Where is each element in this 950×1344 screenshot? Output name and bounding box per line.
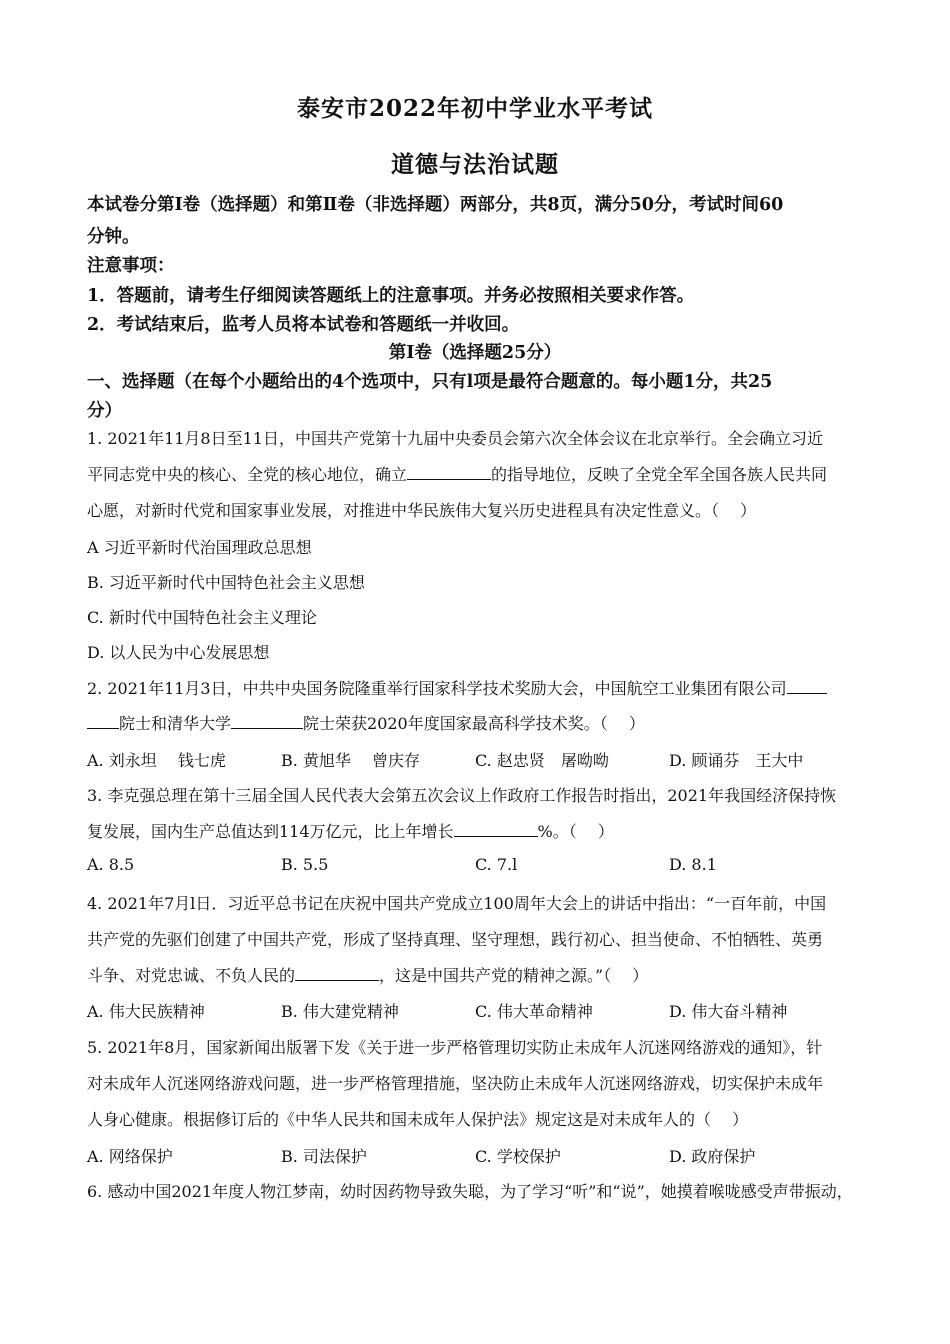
section-instruction-1: 一、选择题（在每个小题给出的4个选项中，只有l项是最符合题意的。每小题1分，共25 xyxy=(87,372,773,392)
intro-line-2: 分钟。 xyxy=(87,227,140,247)
exam-title: 泰安市2022年初中学业水平考试 xyxy=(296,95,653,122)
q3-option-c: C. 7.l xyxy=(475,855,518,874)
q4-stem-line-2: 共产党的先驱们创建了中国共产党，形成了坚持真理、坚守理想，践行初心、担当使命、不怕牺牲、英勇 xyxy=(87,930,824,949)
q2-option-c: C. 赵忠贤 屠呦呦 xyxy=(475,751,609,770)
q6-stem-line-1: 6. 感动中国2021年度人物江梦南，幼时因药物导致失聪，为了学习“听”和“说”，她摸着喉咙感受声带振动， xyxy=(87,1182,853,1201)
q4-text-b: ，这是中国共产党的精神之源。”（ ） xyxy=(379,966,649,985)
q4-stem-line-3 xyxy=(87,963,877,986)
q5-option-a: A. 网络保护 xyxy=(87,1147,173,1166)
q2-text-c: 院士荣获2020年度国家最高科学技术奖。（ ） xyxy=(303,714,645,733)
q5-stem-line-3: 人身心健康。根据修订后的《中华人民共和国未成年人保护法》规定这是对未成年人的（ ） xyxy=(87,1110,749,1129)
notice-item-1: 1．答题前，请考生仔细阅读答题纸上的注意事项。并务必按照相关要求作答。 xyxy=(87,286,695,306)
section-title: 第Ⅰ卷（选择题25分） xyxy=(388,343,562,363)
q1-option-a: A 习近平新时代治国理政总思想 xyxy=(87,538,312,557)
answer-blank xyxy=(787,679,827,694)
q3-stem-line-1: 3. 李克强总理在第十三届全国人民代表大会第五次会议上作政府工作报告时指出，2021年我国经济保持恢 xyxy=(87,786,837,805)
q1-option-d: D. 以人民为中心发展思想 xyxy=(87,643,270,662)
exam-subtitle: 道德与法治试题 xyxy=(391,151,559,178)
q1-option-b: B. 习近平新时代中国特色社会主义思想 xyxy=(87,573,365,592)
q4-option-c: C. 伟大革命精神 xyxy=(475,1002,593,1021)
q4-stem-line-1: 4. 2021年7月l日．习近平总书记在庆祝中国共产党成立100周年大会上的讲话中指出：“一百年前，中国 xyxy=(87,894,827,913)
q2-text-a: 2. 2021年11月3日，中共中央国务院隆重举行国家科学技术奖励大会，中国航空工业集团有限公司 xyxy=(87,679,787,698)
q5-option-b: B. 司法保护 xyxy=(281,1147,367,1166)
q1-text-a: 平同志党中央的核心、全党的核心地位，确立 xyxy=(87,465,408,484)
q1-stem-line-3: 心愿，对新时代党和国家事业发展，对推进中华民族伟大复兴历史进程具有决定性意义。（ ） xyxy=(87,501,757,520)
answer-blank xyxy=(454,822,538,837)
q4-option-a: A. 伟大民族精神 xyxy=(87,1002,205,1021)
q2-option-a: A. 刘永坦 钱七虎 xyxy=(87,751,226,770)
answer-blank xyxy=(231,714,303,729)
q5-option-c: C. 学校保护 xyxy=(475,1147,561,1166)
section-instruction-2: 分） xyxy=(87,401,122,421)
q1-text-b: 的指导地位，反映了全党全军全国各族人民共同 xyxy=(491,465,828,484)
answer-blank xyxy=(407,465,491,480)
q2-stem-line-2 xyxy=(87,711,877,734)
answer-blank xyxy=(87,714,119,729)
q3-text-b: %。（ ） xyxy=(537,822,614,841)
q2-text-b: 院士和清华大学 xyxy=(119,714,232,733)
q3-stem-line-2 xyxy=(87,819,877,842)
q1-stem-line-1: 1. 2021年11月8日至11日，中国共产党第十九届中央委员会第六次全体会议在北京举行。全会确立习近 xyxy=(87,429,823,448)
notice-item-2: 2．考试结束后，监考人员将本试卷和答题纸一并收回。 xyxy=(87,315,520,335)
q3-text-a: 复发展，国内生产总值达到114万亿元，比上年增长 xyxy=(87,822,454,841)
answer-blank xyxy=(295,966,379,981)
notice-title: 注意事项： xyxy=(87,256,175,276)
q5-stem-line-1: 5. 2021年8月，国家新闻出版署下发《关于进一步严格管理切实防止未成年人沉迷网络游戏的通知》，针 xyxy=(87,1038,823,1057)
q4-option-b: B. 伟大建党精神 xyxy=(281,1002,399,1021)
q5-option-d: D. 政府保护 xyxy=(669,1147,756,1166)
q3-option-b: B. 5.5 xyxy=(281,855,329,874)
q1-option-c: C. 新时代中国特色社会主义理论 xyxy=(87,608,317,627)
q2-option-d: D. 顾诵芬 王大中 xyxy=(669,751,804,770)
q4-option-d: D. 伟大奋斗精神 xyxy=(669,1002,788,1021)
q3-option-a: A. 8.5 xyxy=(87,855,135,874)
q4-text-a: 斗争、对党忠诚、不负人民的 xyxy=(87,966,296,985)
q3-option-d: D. 8.1 xyxy=(669,855,717,874)
q1-stem-line-2 xyxy=(87,462,877,485)
q2-option-b: B. 黄旭华 曾庆存 xyxy=(281,751,421,770)
q5-stem-line-2: 对未成年人沉迷网络游戏问题，进一步严格管理措施，坚决防止未成年人沉迷网络游戏，切实保护未成年 xyxy=(87,1074,824,1093)
q2-stem-line-1 xyxy=(87,676,877,699)
intro-line-1: 本试卷分第Ⅰ卷（选择题）和第Ⅱ卷（非选择题）两部分，共8页，满分50分，考试时间60 xyxy=(87,195,784,215)
